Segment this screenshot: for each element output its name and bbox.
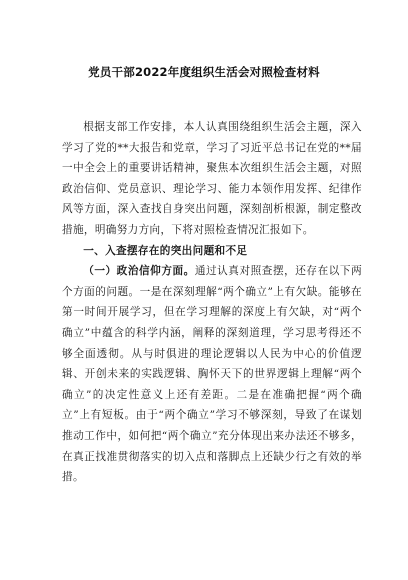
intro-paragraph: 根据支部工作安排，本人认真围绕组织生活会主题，深入学习了党的**大报告和党章，学习了习近平总书记在党的**届一中全会上的重要讲话精神，聚焦本次组织生活会主题，对照政治信仰、党员意识、理论学习、能力本领作用发挥、纪律作风等方面，深入查找自身突出问题，深刻剖析根源，制定整改措施，明确努力方向，下将对照检查情况汇报如下。	[62, 121, 362, 236]
section-heading: 一、入查摆存在的突出问题和不足	[83, 244, 248, 257]
subsection-label: （一）政治信仰方面。	[83, 265, 195, 278]
subsection-text: 通过认真对照查摆，还存在以下两个方面的问题。一是在深刻理解“两个确立”上有欠缺。能够在第一时间开展学习，但在学习理解的深度上有欠缺，对“两个确立”中蕴含的科学内涵，阐释的深刻道理，学习思考得还不够全面透彻。从与时俱进的理论逻辑以人民为中心的价值逻辑、开创未来的实践逻辑、胸怀天下的世界逻辑上理解“两个确立”的决定性意义上还有差距。二是在准确把握“两个确立”上有短板。由于“两个确立”学习不够深刻，导致了在谋划推动工作中，如何把“两个确立”充分体现出来办法还不够多，在真正找准贯彻落实的切入点和落脚点上还缺少行之有效的举措。	[62, 265, 363, 484]
document-body	[62, 117, 362, 488]
document-title: 党员干部2022年度组织生活会对照检查材料	[88, 65, 320, 79]
subsection-paragraph	[62, 261, 362, 488]
